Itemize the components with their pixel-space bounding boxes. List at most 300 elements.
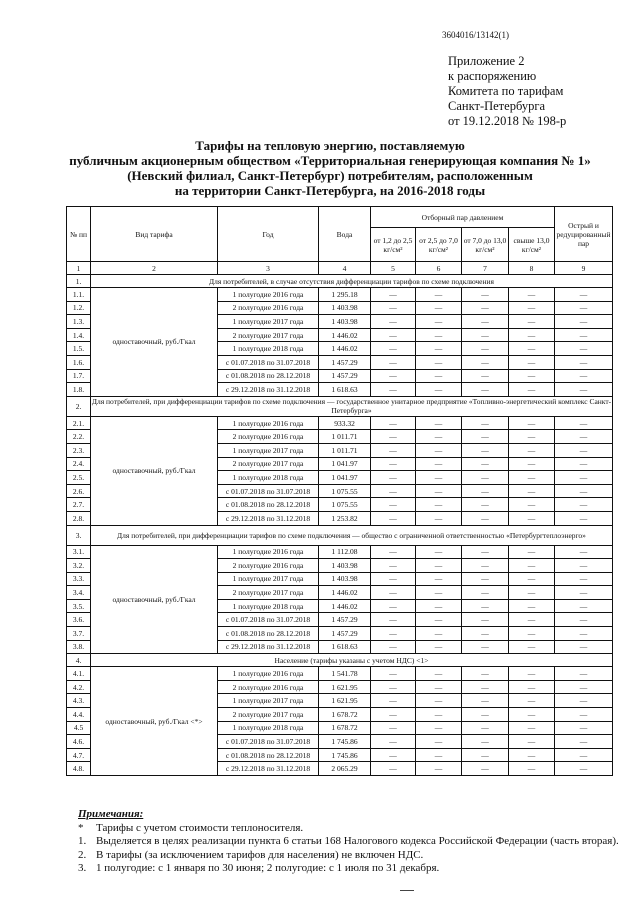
steam-tariff-cell: — [416, 762, 462, 776]
column-number: 8 [509, 262, 555, 275]
steam-tariff-cell: — [416, 342, 462, 356]
period-cell: с 01.07.2018 по 31.07.2018 [218, 613, 319, 627]
water-tariff-cell: 1 011.71 [319, 443, 371, 457]
period-cell: 2 полугодие 2017 года [218, 328, 319, 342]
steam-tariff-cell: — [555, 471, 613, 485]
steam-tariff-cell: — [509, 328, 555, 342]
steam-tariff-cell: — [371, 511, 416, 525]
steam-tariff-cell: — [462, 708, 509, 722]
steam-tariff-cell: — [371, 748, 416, 762]
steam-tariff-cell: — [416, 667, 462, 681]
row-number: 4.7. [67, 748, 91, 762]
steam-tariff-cell: — [509, 640, 555, 654]
steam-tariff-cell: — [509, 708, 555, 722]
steam-tariff-cell: — [555, 572, 613, 586]
steam-tariff-cell: — [509, 694, 555, 708]
document-title [60, 138, 600, 198]
section-row [67, 525, 613, 545]
steam-tariff-cell: — [555, 762, 613, 776]
steam-tariff-cell: — [416, 369, 462, 383]
period-cell: 2 полугодие 2017 года [218, 457, 319, 471]
note-mark: * [78, 821, 84, 834]
steam-tariff-cell: — [371, 694, 416, 708]
row-number: 1.7. [67, 369, 91, 383]
water-tariff-cell: 1 541.78 [319, 667, 371, 681]
water-tariff-cell: 1 075.55 [319, 484, 371, 498]
steam-tariff-cell: — [555, 708, 613, 722]
steam-tariff-cell: — [462, 640, 509, 654]
steam-tariff-cell: — [509, 721, 555, 735]
steam-tariff-cell: — [462, 559, 509, 573]
steam-tariff-cell: — [371, 416, 416, 430]
row-number: 4.4. [67, 708, 91, 722]
note-item [78, 822, 619, 836]
steam-tariff-cell: — [416, 735, 462, 749]
steam-tariff-cell: — [555, 328, 613, 342]
steam-tariff-cell: — [371, 383, 416, 397]
water-tariff-cell: 1 457.29 [319, 369, 371, 383]
steam-tariff-cell: — [371, 484, 416, 498]
notes-block [78, 808, 619, 876]
water-tariff-cell: 1 457.29 [319, 627, 371, 641]
period-cell: с 01.07.2018 по 31.07.2018 [218, 355, 319, 369]
steam-tariff-cell: — [509, 572, 555, 586]
period-cell: 1 полугодие 2018 года [218, 342, 319, 356]
row-number: 3.6. [67, 613, 91, 627]
section-title: Для потребителей, в случае отсутствия дифференциации тарифов по схеме подключения [91, 275, 613, 288]
period-cell: с 29.12.2018 по 31.12.2018 [218, 383, 319, 397]
appendix-line: Комитета по тарифам [448, 84, 564, 98]
steam-tariff-cell: — [462, 680, 509, 694]
note-mark: 1. [78, 835, 87, 847]
column-number: 3 [218, 262, 319, 275]
steam-tariff-cell: — [371, 762, 416, 776]
table-row [67, 667, 613, 681]
water-tariff-cell: 1 446.02 [319, 586, 371, 600]
water-tariff-cell: 1 621.95 [319, 680, 371, 694]
document-number: 3604016/13142(1) [442, 30, 509, 40]
steam-tariff-cell: — [509, 545, 555, 559]
section-row [67, 275, 613, 288]
period-cell: с 01.07.2018 по 31.07.2018 [218, 484, 319, 498]
steam-tariff-cell: — [462, 498, 509, 512]
period-cell: 1 полугодие 2018 года [218, 721, 319, 735]
steam-tariff-cell: — [555, 721, 613, 735]
steam-tariff-cell: — [416, 457, 462, 471]
water-tariff-cell: 933.32 [319, 416, 371, 430]
steam-tariff-cell: — [555, 559, 613, 573]
steam-tariff-cell: — [555, 443, 613, 457]
period-cell: 1 полугодие 2017 года [218, 315, 319, 329]
steam-tariff-cell: — [462, 315, 509, 329]
period-cell: с 29.12.2018 по 31.12.2018 [218, 762, 319, 776]
section-row [67, 396, 613, 416]
period-cell: с 01.08.2018 по 28.12.2018 [218, 369, 319, 383]
steam-tariff-cell: — [462, 369, 509, 383]
note-item [78, 835, 619, 849]
header-steam-3: от 7,0 до 13,0 кг/см² [462, 228, 509, 262]
steam-tariff-cell: — [555, 383, 613, 397]
steam-tariff-cell: — [462, 288, 509, 302]
period-cell: 2 полугодие 2016 года [218, 301, 319, 315]
steam-tariff-cell: — [509, 627, 555, 641]
steam-tariff-cell: — [462, 484, 509, 498]
water-tariff-cell: 1 403.98 [319, 572, 371, 586]
period-cell: 1 полугодие 2018 года [218, 471, 319, 485]
column-number: 9 [555, 262, 613, 275]
row-number: 4.5 [67, 721, 91, 735]
tariff-type-cell: одноставочный, руб./Гкал [91, 545, 218, 654]
steam-tariff-cell: — [462, 457, 509, 471]
water-tariff-cell: 1 446.02 [319, 342, 371, 356]
row-number: 4.2. [67, 680, 91, 694]
appendix-line: к распоряжению [448, 69, 537, 83]
period-cell: 1 полугодие 2018 года [218, 599, 319, 613]
steam-tariff-cell: — [462, 667, 509, 681]
row-number: 3.7. [67, 627, 91, 641]
period-cell: с 29.12.2018 по 31.12.2018 [218, 640, 319, 654]
steam-tariff-cell: — [416, 559, 462, 573]
title-line: публичным акционерным обществом «Территориальная генерирующая компания № 1» [69, 153, 591, 168]
steam-tariff-cell: — [416, 328, 462, 342]
tariff-type-cell: одноставочный, руб./Гкал [91, 416, 218, 525]
row-number: 2.5. [67, 471, 91, 485]
steam-tariff-cell: — [416, 383, 462, 397]
period-cell: 1 полугодие 2016 года [218, 545, 319, 559]
steam-tariff-cell: — [509, 498, 555, 512]
steam-tariff-cell: — [416, 694, 462, 708]
table-row [67, 545, 613, 559]
steam-tariff-cell: — [462, 355, 509, 369]
steam-tariff-cell: — [509, 383, 555, 397]
steam-tariff-cell: — [462, 545, 509, 559]
tariff-type-cell: одноставочный, руб./Гкал <*> [91, 667, 218, 776]
steam-tariff-cell: — [509, 484, 555, 498]
table-row [67, 288, 613, 302]
header-steam-group: Отборный пар давлением [371, 207, 555, 228]
steam-tariff-cell: — [371, 342, 416, 356]
note-text: Выделяется в целях реализации пункта 6 статьи 168 Налогового кодекса Российской Федерации (часть вторая). [96, 835, 619, 847]
steam-tariff-cell: — [555, 627, 613, 641]
steam-tariff-cell: — [555, 430, 613, 444]
row-number: 2.2. [67, 430, 91, 444]
steam-tariff-cell: — [462, 721, 509, 735]
table-row [67, 416, 613, 430]
row-number: 1.8. [67, 383, 91, 397]
water-tariff-cell: 2 065.29 [319, 762, 371, 776]
column-number: 5 [371, 262, 416, 275]
row-number: 4.6. [67, 735, 91, 749]
steam-tariff-cell: — [509, 586, 555, 600]
steam-tariff-cell: — [371, 498, 416, 512]
note-item [78, 862, 619, 876]
steam-tariff-cell: — [462, 748, 509, 762]
steam-tariff-cell: — [371, 599, 416, 613]
steam-tariff-cell: — [371, 572, 416, 586]
steam-tariff-cell: — [509, 416, 555, 430]
steam-tariff-cell: — [416, 288, 462, 302]
steam-tariff-cell: — [416, 416, 462, 430]
steam-tariff-cell: — [462, 627, 509, 641]
steam-tariff-cell: — [371, 288, 416, 302]
steam-tariff-cell: — [416, 430, 462, 444]
steam-tariff-cell: — [462, 471, 509, 485]
header-steam-4: свыше 13,0 кг/см² [509, 228, 555, 262]
steam-tariff-cell: — [371, 735, 416, 749]
period-cell: 1 полугодие 2017 года [218, 443, 319, 457]
water-tariff-cell: 1 075.55 [319, 498, 371, 512]
steam-tariff-cell: — [371, 457, 416, 471]
steam-tariff-cell: — [462, 694, 509, 708]
steam-tariff-cell: — [462, 416, 509, 430]
period-cell: 2 полугодие 2016 года [218, 680, 319, 694]
row-number: 3.4. [67, 586, 91, 600]
steam-tariff-cell: — [509, 680, 555, 694]
appendix-block [448, 54, 566, 129]
header-steam-2: от 2,5 до 7,0 кг/см² [416, 228, 462, 262]
column-number: 4 [319, 262, 371, 275]
period-cell: 2 полугодие 2016 года [218, 559, 319, 573]
column-number: 1 [67, 262, 91, 275]
steam-tariff-cell: — [509, 613, 555, 627]
steam-tariff-cell: — [462, 430, 509, 444]
steam-tariff-cell: — [509, 315, 555, 329]
row-number: 2.6. [67, 484, 91, 498]
steam-tariff-cell: — [509, 471, 555, 485]
steam-tariff-cell: — [462, 762, 509, 776]
steam-tariff-cell: — [509, 430, 555, 444]
steam-tariff-cell: — [509, 355, 555, 369]
steam-tariff-cell: — [416, 498, 462, 512]
steam-tariff-cell: — [416, 471, 462, 485]
row-number: 2.4. [67, 457, 91, 471]
steam-tariff-cell: — [371, 301, 416, 315]
steam-tariff-cell: — [371, 559, 416, 573]
row-number: 1.4. [67, 328, 91, 342]
steam-tariff-cell: — [555, 599, 613, 613]
section-number: 1. [67, 275, 91, 288]
steam-tariff-cell: — [462, 383, 509, 397]
steam-tariff-cell: — [509, 599, 555, 613]
row-number: 4.3. [67, 694, 91, 708]
period-cell: с 01.08.2018 по 28.12.2018 [218, 748, 319, 762]
steam-tariff-cell: — [416, 748, 462, 762]
steam-tariff-cell: — [416, 613, 462, 627]
steam-tariff-cell: — [416, 640, 462, 654]
row-number: 1.3. [67, 315, 91, 329]
steam-tariff-cell: — [371, 627, 416, 641]
water-tariff-cell: 1 403.98 [319, 559, 371, 573]
header-water: Вода [319, 207, 371, 262]
steam-tariff-cell: — [555, 315, 613, 329]
steam-tariff-cell: — [462, 613, 509, 627]
water-tariff-cell: 1 618.63 [319, 383, 371, 397]
tariff-type-cell: одноставочный, руб./Гкал [91, 288, 218, 397]
steam-tariff-cell: — [555, 416, 613, 430]
steam-tariff-cell: — [416, 301, 462, 315]
steam-tariff-cell: — [509, 735, 555, 749]
steam-tariff-cell: — [371, 667, 416, 681]
steam-tariff-cell: — [371, 355, 416, 369]
steam-tariff-cell: — [555, 288, 613, 302]
steam-tariff-cell: — [555, 498, 613, 512]
row-number: 2.8. [67, 511, 91, 525]
steam-tariff-cell: — [555, 342, 613, 356]
water-tariff-cell: 1 457.29 [319, 613, 371, 627]
note-text: В тарифы (за исключением тарифов для населения) не включен НДС. [96, 848, 424, 861]
title-line: на территории Санкт-Петербурга, на 2016-2018 годы [174, 183, 486, 198]
note-mark: 3. [78, 862, 87, 874]
steam-tariff-cell: — [555, 545, 613, 559]
notes-title: Примечания: [78, 808, 144, 820]
row-number: 1.2. [67, 301, 91, 315]
water-tariff-cell: 1 041.97 [319, 471, 371, 485]
period-cell: 2 полугодие 2017 года [218, 708, 319, 722]
water-tariff-cell: 1 041.97 [319, 457, 371, 471]
steam-tariff-cell: — [371, 680, 416, 694]
period-cell: с 29.12.2018 по 31.12.2018 [218, 511, 319, 525]
steam-tariff-cell: — [555, 667, 613, 681]
header-num: № пп [67, 207, 91, 262]
page-mark [400, 890, 414, 891]
steam-tariff-cell: — [462, 511, 509, 525]
section-title: Население (тарифы указаны с учетом НДС) <1> [91, 654, 613, 667]
steam-tariff-cell: — [555, 369, 613, 383]
period-cell: 2 полугодие 2016 года [218, 430, 319, 444]
row-number: 2.7. [67, 498, 91, 512]
steam-tariff-cell: — [509, 511, 555, 525]
water-tariff-cell: 1 403.98 [319, 315, 371, 329]
steam-tariff-cell: — [416, 355, 462, 369]
row-number: 4.1. [67, 667, 91, 681]
period-cell: 1 полугодие 2016 года [218, 416, 319, 430]
water-tariff-cell: 1 011.71 [319, 430, 371, 444]
title-line: (Невский филиал, Санкт-Петербург) потребителям, расположенным [127, 168, 533, 183]
steam-tariff-cell: — [416, 721, 462, 735]
appendix-line: Санкт-Петербурга [448, 99, 546, 113]
steam-tariff-cell: — [371, 545, 416, 559]
steam-tariff-cell: — [509, 457, 555, 471]
steam-tariff-cell: — [509, 288, 555, 302]
steam-tariff-cell: — [509, 559, 555, 573]
steam-tariff-cell: — [416, 599, 462, 613]
steam-tariff-cell: — [416, 627, 462, 641]
steam-tariff-cell: — [509, 762, 555, 776]
section-number: 2. [67, 396, 91, 416]
row-number: 1.1. [67, 288, 91, 302]
steam-tariff-cell: — [416, 586, 462, 600]
steam-tariff-cell: — [371, 328, 416, 342]
steam-tariff-cell: — [416, 708, 462, 722]
steam-tariff-cell: — [416, 572, 462, 586]
water-tariff-cell: 1 112.08 [319, 545, 371, 559]
section-title: Для потребителей, при дифференциации тарифов по схеме подключения — государственное унитарное предприятие «Топливно-энергетический комплекс Санкт-Петербурга» [91, 397, 612, 416]
section-row [67, 654, 613, 667]
period-cell: с 01.08.2018 по 28.12.2018 [218, 498, 319, 512]
period-cell: 1 полугодие 2017 года [218, 694, 319, 708]
water-tariff-cell: 1 745.86 [319, 748, 371, 762]
steam-tariff-cell: — [371, 586, 416, 600]
water-tariff-cell: 1 678.72 [319, 721, 371, 735]
header-year: Год [218, 207, 319, 262]
water-tariff-cell: 1 457.29 [319, 355, 371, 369]
steam-tariff-cell: — [371, 471, 416, 485]
row-number: 3.5. [67, 599, 91, 613]
row-number: 3.2. [67, 559, 91, 573]
tariff-table [66, 206, 613, 776]
steam-tariff-cell: — [462, 735, 509, 749]
steam-tariff-cell: — [555, 748, 613, 762]
steam-tariff-cell: — [371, 708, 416, 722]
steam-tariff-cell: — [416, 680, 462, 694]
steam-tariff-cell: — [371, 369, 416, 383]
steam-tariff-cell: — [509, 369, 555, 383]
steam-tariff-cell: — [555, 355, 613, 369]
period-cell: 1 полугодие 2016 года [218, 288, 319, 302]
title-line: Тарифы на тепловую энергию, поставляемую [195, 138, 465, 153]
column-number: 6 [416, 262, 462, 275]
appendix-line: Приложение 2 [448, 54, 525, 68]
period-cell: с 01.08.2018 по 28.12.2018 [218, 627, 319, 641]
column-number: 2 [91, 262, 218, 275]
steam-tariff-cell: — [462, 328, 509, 342]
period-cell: 1 полугодие 2016 года [218, 667, 319, 681]
header-tariff-type: Вид тарифа [91, 207, 218, 262]
water-tariff-cell: 1 621.95 [319, 694, 371, 708]
section-number: 4. [67, 654, 91, 667]
steam-tariff-cell: — [416, 443, 462, 457]
header-sharp-steam: Острый и редуцированный пар [555, 207, 613, 262]
steam-tariff-cell: — [462, 599, 509, 613]
steam-tariff-cell: — [555, 680, 613, 694]
steam-tariff-cell: — [462, 586, 509, 600]
water-tariff-cell: 1 678.72 [319, 708, 371, 722]
note-text: Тарифы с учетом стоимости теплоносителя. [96, 821, 304, 834]
steam-tariff-cell: — [416, 511, 462, 525]
steam-tariff-cell: — [555, 457, 613, 471]
water-tariff-cell: 1 295.18 [319, 288, 371, 302]
steam-tariff-cell: — [371, 430, 416, 444]
steam-tariff-cell: — [555, 735, 613, 749]
steam-tariff-cell: — [509, 748, 555, 762]
steam-tariff-cell: — [371, 443, 416, 457]
steam-tariff-cell: — [555, 613, 613, 627]
note-mark: 2. [78, 848, 87, 861]
column-number: 7 [462, 262, 509, 275]
steam-tariff-cell: — [555, 640, 613, 654]
steam-tariff-cell: — [509, 342, 555, 356]
note-item [78, 849, 619, 863]
steam-tariff-cell: — [555, 694, 613, 708]
appendix-line: от 19.12.2018 № 198-р [448, 114, 567, 128]
steam-tariff-cell: — [371, 315, 416, 329]
steam-tariff-cell: — [462, 572, 509, 586]
water-tariff-cell: 1 446.02 [319, 599, 371, 613]
period-cell: 2 полугодие 2017 года [218, 586, 319, 600]
steam-tariff-cell: — [555, 484, 613, 498]
row-number: 4.8. [67, 762, 91, 776]
steam-tariff-cell: — [462, 443, 509, 457]
header-steam-1: от 1,2 до 2,5 кг/см² [371, 228, 416, 262]
section-title: Для потребителей, при дифференциации тарифов по схеме подключения — общество с ограниченной ответственностью «Петербургтеплоэнерго» [91, 525, 613, 545]
steam-tariff-cell: — [371, 613, 416, 627]
row-number: 3.3. [67, 572, 91, 586]
steam-tariff-cell: — [555, 301, 613, 315]
steam-tariff-cell: — [462, 342, 509, 356]
steam-tariff-cell: — [509, 301, 555, 315]
steam-tariff-cell: — [416, 315, 462, 329]
period-cell: с 01.07.2018 по 31.07.2018 [218, 735, 319, 749]
